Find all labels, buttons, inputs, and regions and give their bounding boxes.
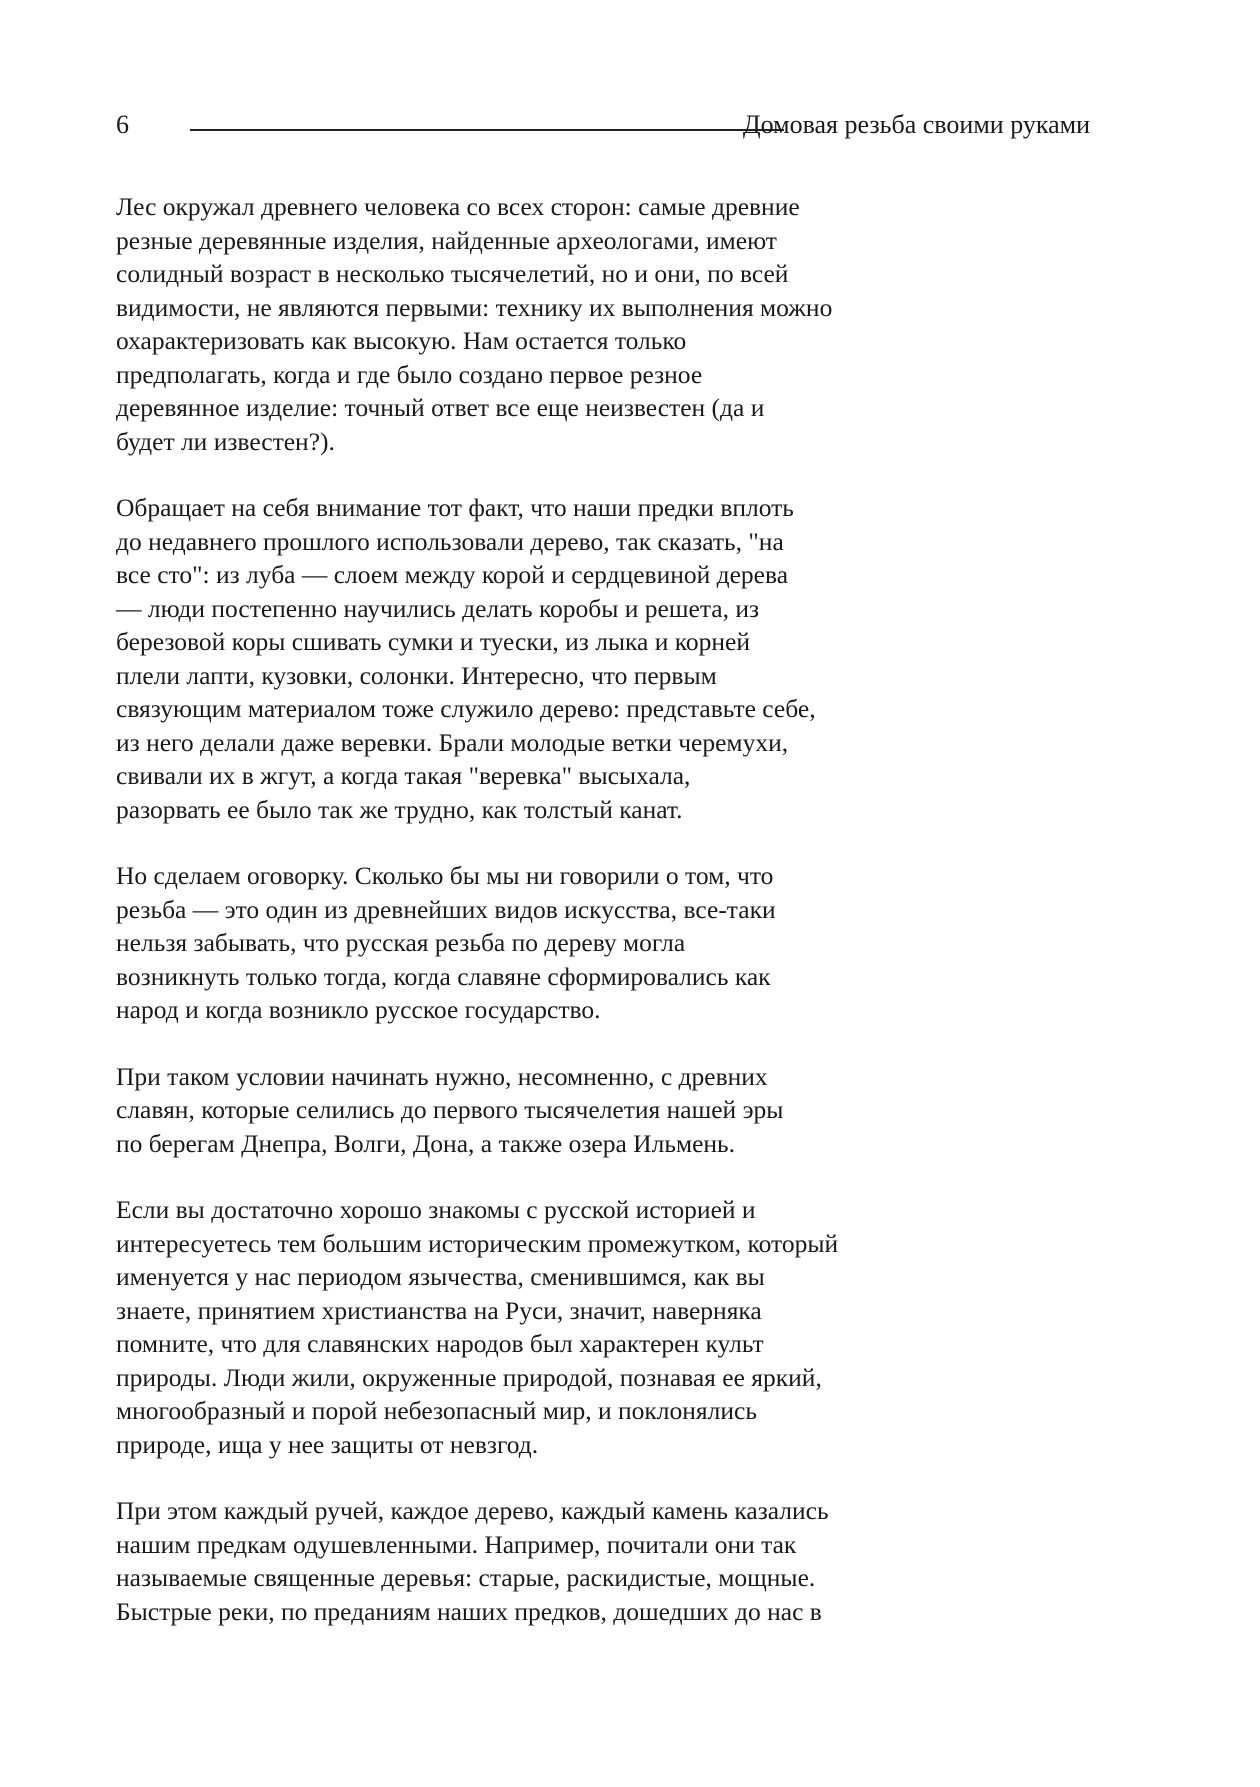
text-line: именуется у нас периодом язычества, сменившимся, как вы: [116, 1262, 765, 1291]
text-line: будет ли известен?).: [116, 426, 335, 456]
text-line: разорвать ее было так же трудно, как толстый канат.: [116, 794, 683, 824]
text-line: предполагать, когда и где было создано первое резное: [116, 359, 703, 389]
running-title: Домовая резьба своими руками: [742, 110, 1090, 139]
page-number: 6: [116, 110, 129, 139]
text-line: — люди постепенно научились делать коробы и решета, из: [116, 593, 760, 623]
text-line: Обращает на себя внимание тот факт, что наши предки вплоть: [116, 493, 794, 522]
paragraph-6: [116, 1494, 976, 1628]
paragraph-3: [116, 859, 976, 1027]
text-line: все сто": из луба — слоем между корой и сердцевиной дерева: [116, 560, 789, 589]
text-line: нельзя забывать, что русская резьба по дереву могла: [116, 928, 686, 957]
text-line: резные деревянные изделия, найденные археологами, имеют: [116, 225, 777, 255]
body-text: [116, 190, 976, 1661]
text-line: Но сделаем оговорку. Сколько бы мы ни говорили о том, что: [116, 861, 774, 890]
text-line: видимости, не являются первыми: технику их выполнения можно: [116, 292, 833, 322]
text-line: деревянное изделие: точный ответ все еще неизвестен (да и: [116, 393, 765, 422]
text-line: природе, ища у нее защиты от невзгод.: [116, 1429, 539, 1459]
text-line: из него делали даже веревки. Брали молодые ветки черемухи,: [116, 727, 789, 757]
text-line: многообразный и порой небезопасный мир, и поклонялись: [116, 1396, 757, 1425]
text-line: резьба — это один из древнейших видов искусства, все-таки: [116, 894, 776, 924]
paragraph-5: [116, 1193, 976, 1461]
text-line: Быстрые реки, по преданиям наших предков, дошедших до нас в: [116, 1596, 822, 1626]
text-line: Лес окружал древнего человека со всех сторон: самые древние: [116, 192, 800, 221]
text-line: связующим материалом тоже служило дерево: представьте себе,: [116, 694, 816, 723]
paragraph-4: [116, 1060, 976, 1161]
text-line: Если вы достаточно хорошо знакомы с русской историей и: [116, 1195, 756, 1224]
text-line: березовой коры сшивать сумки и туески, из лыка и корней: [116, 627, 750, 656]
header-rule: [190, 129, 784, 131]
text-line: плели лапти, кузовки, солонки. Интересно, что первым: [116, 660, 717, 690]
text-line: славян, которые селились до первого тысячелетия нашей эры: [116, 1095, 784, 1124]
text-line: помните, что для славянских народов был характерен культ: [116, 1329, 764, 1358]
text-line: до недавнего прошлого использовали дерево, так сказать, "на: [116, 526, 784, 556]
text-line: народ и когда возникло русское государство.: [116, 995, 601, 1024]
paragraph-1: [116, 190, 976, 458]
text-line: охарактеризовать как высокую. Нам остается только: [116, 326, 687, 355]
text-line: нашим предкам одушевленными. Например, почитали они так: [116, 1529, 797, 1559]
text-line: природы. Люди жили, окруженные природой, познавая ее яркий,: [116, 1362, 822, 1392]
text-line: При этом каждый ручей, каждое дерево, каждый камень казались: [116, 1496, 829, 1525]
text-line: солидный возраст в несколько тысячелетий, но и они, по всей: [116, 259, 789, 288]
text-line: по берегам Днепра, Волги, Дона, а также озера Ильмень.: [116, 1128, 736, 1158]
paragraph-2: [116, 491, 976, 826]
text-line: свивали их в жгут, а когда такая "веревка" высыхала,: [116, 761, 691, 790]
page-header: [116, 106, 1090, 146]
text-line: интересуетесь тем большим историческим промежутком, который: [116, 1228, 839, 1258]
text-line: знаете, принятием христианства на Руси, значит, наверняка: [116, 1295, 762, 1325]
text-line: При таком условии начинать нужно, несомненно, с древних: [116, 1061, 768, 1091]
text-line: возникнуть только тогда, когда славяне сформировались как: [116, 961, 771, 991]
text-line: называемые священные деревья: старые, раскидистые, мощные.: [116, 1563, 816, 1592]
